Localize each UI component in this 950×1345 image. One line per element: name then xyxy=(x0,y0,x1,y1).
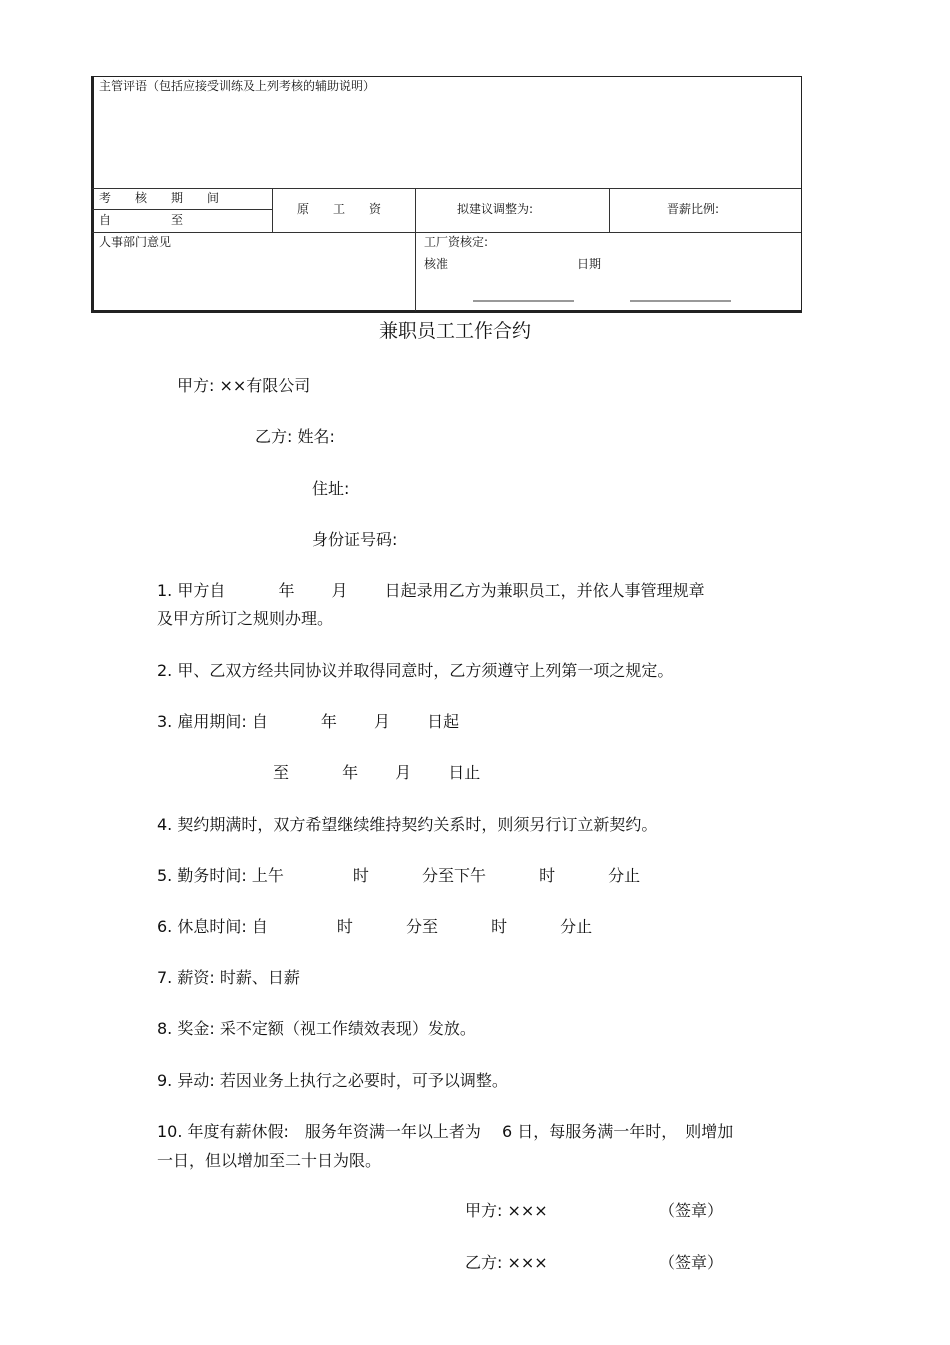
supervisor-comment-label: 主管评语（包括应接受训练及上列考核的辅助说明） xyxy=(99,79,376,93)
approve-label: 核准 xyxy=(424,257,449,271)
clause-6: 6. 休息时间: 自 时 分至 时 分止 xyxy=(157,917,593,936)
hr-opinion-label: 人事部门意见 xyxy=(99,235,172,249)
clause-7: 7. 薪资: 时薪、日薪 xyxy=(157,968,300,987)
party-a-seal-label: （签章） xyxy=(659,1201,724,1220)
table-column-divider xyxy=(415,188,416,311)
clause-2: 2. 甲、乙双方经共同协议并取得同意时，乙方须遵守上列第一项之规定。 xyxy=(157,661,674,680)
id-number-line: 身份证号码: xyxy=(312,530,398,549)
party-a-signature: 甲方: ××× xyxy=(465,1201,548,1220)
clause-9: 9. 异动: 若因业务上执行之必要时，可予以调整。 xyxy=(157,1071,508,1090)
clause-3-line-2: 至 年 月 日止 xyxy=(273,763,481,782)
contract-title: 兼职员工工作合约 xyxy=(379,320,532,342)
clause-10-line-1: 10. 年度有薪休假: 服务年资满一年以上者为 6 日，每服务满一年时， 则增加 xyxy=(157,1122,734,1141)
clause-1-line-2: 及甲方所订之规则办理。 xyxy=(157,609,334,628)
party-a-line: 甲方: ××有限公司 xyxy=(177,376,311,395)
table-cell-divider xyxy=(92,209,272,210)
date-signature-line xyxy=(630,300,731,302)
party-b-signature: 乙方: ××× xyxy=(465,1253,548,1272)
evaluation-period-label: 考 核 期 间 xyxy=(99,191,220,205)
clause-5: 5. 勤务时间: 上午 时 分至下午 时 分止 xyxy=(157,866,641,885)
clause-3-line-1: 3. 雇用期间: 自 年 月 日起 xyxy=(157,712,460,731)
factory-pay-approved-label: 工厂资核定: xyxy=(424,235,489,249)
table-column-divider xyxy=(272,188,273,232)
clause-4: 4. 契约期满时，双方希望继续维持契约关系时，则须另行订立新契约。 xyxy=(157,815,658,834)
original-pay-label: 原 工 资 xyxy=(297,202,382,216)
clause-8: 8. 奖金: 采不定额（视工作绩效表现）发放。 xyxy=(157,1019,476,1038)
approve-signature-line xyxy=(473,300,574,302)
raise-ratio-label: 晋薪比例: xyxy=(667,202,720,216)
proposed-adjustment-label: 拟建议调整为: xyxy=(457,202,534,216)
period-from-to-label: 自 至 xyxy=(99,213,184,227)
clause-10-line-2: 一日，但以增加至二十日为限。 xyxy=(157,1151,382,1170)
table-column-divider xyxy=(609,188,610,232)
clause-1-line-1: 1. 甲方自 年 月 日起录用乙方为兼职员工，并依人事管理规章 xyxy=(157,581,705,600)
date-label: 日期 xyxy=(577,257,602,271)
address-line: 住址: xyxy=(312,479,350,498)
party-b-seal-label: （签章） xyxy=(659,1253,724,1272)
party-b-name-line: 乙方: 姓名: xyxy=(255,427,335,446)
